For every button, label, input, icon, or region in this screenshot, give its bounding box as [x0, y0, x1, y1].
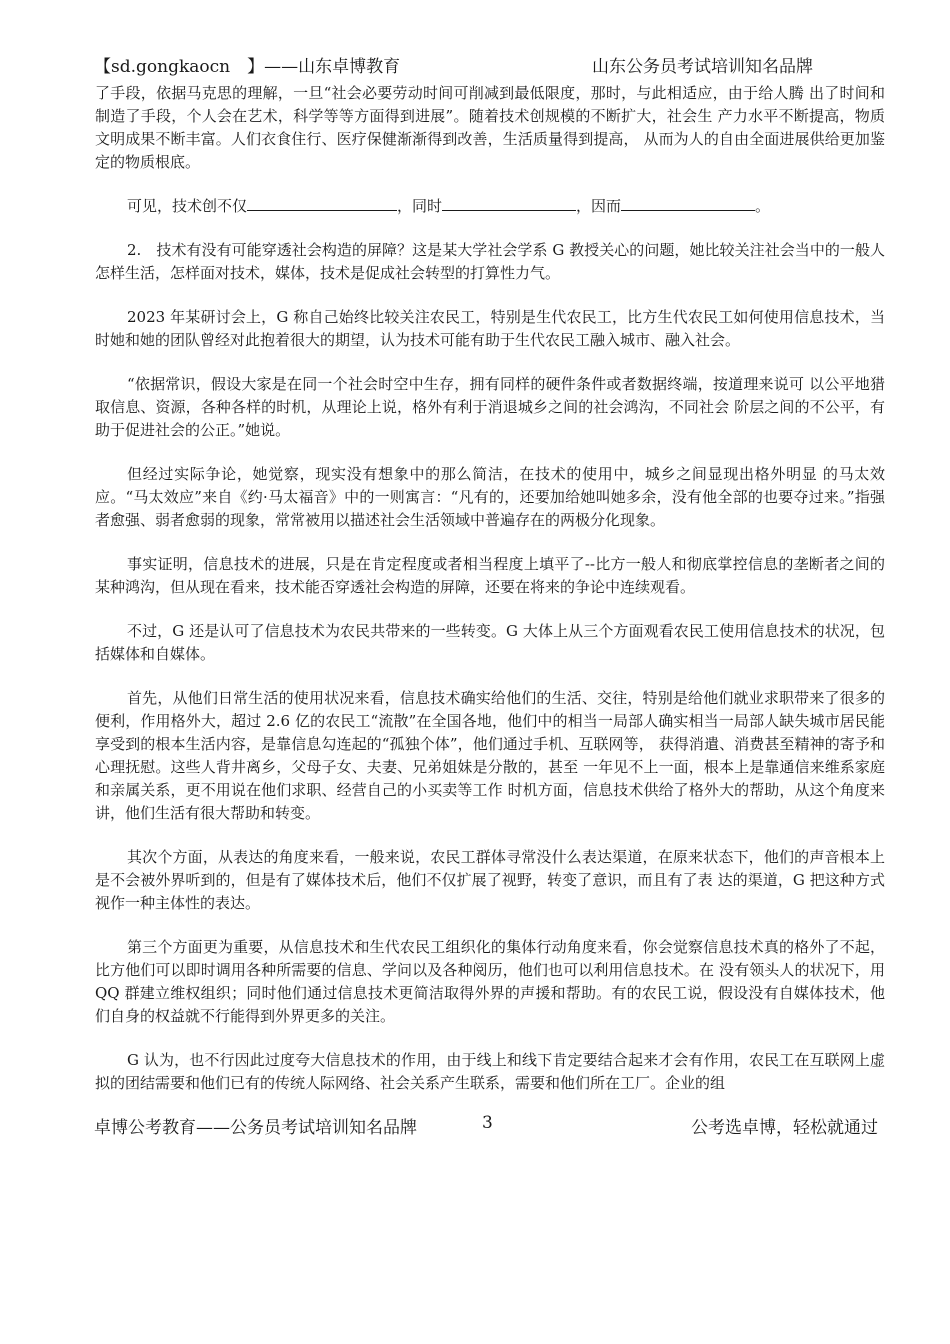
- paragraph-intro-continued: 了手段，依据马克思的理解，一旦“社会必要劳动时间可削减到最低限度，那时，与此相适应，由于给人腾 出了时间和制造了手段，个人会在艺术，科学等等方面得到进展”。随着技术创规模的不断扩大，社会生 产力水平不断提高，物质文明成果不断丰富。人们衣食住行、医疗保健渐渐得到改善，生活质量得到提高， 从而为人的自由全面进展供给更加鉴定的物质根底。: [95, 84, 885, 171]
- paragraph-evidence: 事实证明，信息技术的进展，只是在肯定程度或者相当程度上填平了--比方一般人和彻底掌控信息的垄断者之间的某种鸿沟，但从现在看来，技术能否穿透社会构造的屏障，还要在将来的争论中连续观看。: [95, 555, 885, 596]
- fill-text-c: ，因而: [576, 197, 622, 215]
- fill-text-d: 。: [755, 197, 771, 215]
- paragraph-seminar: 2023 年某研讨会上，G 称自己始终比较关注农民工，特别是生代农民工，比方生代农民工如何使用信息技术，当时她和她的团队曾经对此抱着很大的期望，认为技术可能有助于生代农民工融入城市、融入社会。: [95, 308, 885, 349]
- paragraph-aspect-2: 其次个方面，从表达的角度来看，一般来说，农民工群体寻常没什么表达渠道，在原来状态下，他们的声音根本上是不会被外界听到的，但是有了媒体技术后，他们不仅扩展了视野，转变了意识，而且有了表 达的渠道，G 把这种方式视作一种主体性的表达。: [95, 848, 885, 912]
- page-footer: [94, 1113, 884, 1139]
- answer-blank-1[interactable]: [247, 195, 397, 211]
- answer-blank-2[interactable]: [442, 195, 576, 211]
- document-body: [95, 82, 885, 1116]
- footer-slogan: 公考选卓博，轻松就通过: [691, 1118, 878, 1138]
- fill-text-a: 可见，技术创不仅: [127, 197, 248, 215]
- paragraph-conclusion: G 认为，也不行因此过度夸大信息技术的作用，由于线上和线下肯定要结合起来才会有作用，农民工在互联网上虚拟的团结需要和他们已有的传统人际网络、社会关系产生联系，需要和他们所在工厂。企业的组: [95, 1051, 885, 1092]
- answer-blank-3[interactable]: [621, 195, 755, 211]
- page-header: [94, 52, 874, 78]
- fill-in-blank-sentence: [95, 195, 885, 218]
- header-brand-slogan: 山东公务员考试培训知名品牌: [592, 57, 813, 77]
- paragraph-question-2: 2. 技术有没有可能穿透社会构造的屏障？这是某大学社会学系 G 教授关心的问题，她比较关注社会当中的一般人怎样生活，怎样面对技术，媒体，技术是促成社会转型的打算性力气。: [95, 241, 885, 282]
- page-number: 3: [482, 1113, 493, 1133]
- paragraph-quote-common-sense: “依据常识，假设大家是在同一个社会时空中生存，拥有同样的硬件条件或者数据终端，按道理来说可 以公平地猎取信息、资源，各种各样的时机，从理论上说，格外有利于消退城乡之间的社会鸿沟，不同社会 阶层之间的不公平，有助于促进社会的公正。”她说。: [95, 375, 885, 439]
- paragraph-matthew-effect: 但经过实际争论，她觉察，现实没有想象中的那么简洁，在技术的使用中，城乡之间显现出格外明显 的马太效应。“马太效应”来自《约·马太福音》中的一则寓言：“凡有的，还要加给她叫她多余，没有他全部的也要夺过来。”指强者愈强、弱者愈弱的现象，常常被用以描述社会生活领域中普遍存在的两极分化现象。: [95, 465, 885, 529]
- paragraph-aspect-3: 第三个方面更为重要，从信息技术和生代农民工组织化的集体行动角度来看，你会觉察信息技术真的格外了不起，比方他们可以即时调用各种所需要的信息、学问以及各种阅历，他们也可以利用信息技术。在 没有领头人的状况下，用 QQ 群建立维权组织；同时他们通过信息技术更简洁取得外界的声援和帮助。有的农民工说，假设没有自媒体技术，他们自身的权益就不行能得到外界更多的关注。: [95, 938, 885, 1025]
- paragraph-three-aspects: 不过，G 还是认可了信息技术为农民共带来的一些转变。G 大体上从三个方面观看农民工使用信息技术的状况，包括媒体和自媒体。: [95, 622, 885, 663]
- paragraph-aspect-1: 首先，从他们日常生活的使用状况来看，信息技术确实给他们的生活、交往，特别是给他们就业求职带来了很多的便利，作用格外大，超过 2.6 亿的农民工“流散”在全国各地，他们中的相当一局部人确实相当一局部人缺失城市居民能享受到的根本生活内容，是靠信息勾连起的“孤独个体”，他们通过手机、互联网等， 获得消遣、消费甚至精神的寄予和心理抚慰。这些人背井离乡，父母子女、夫妻、兄弟姐妹是分散的，甚至 一年见不上一面，根本上是靠通信来维系家庭和亲属关系，更不用说在他们求职、经营自己的小买卖等工作 时机方面，信息技术供给了格外大的帮助，从这个角度来讲，他们生活有很大帮助和转变。: [95, 689, 885, 822]
- header-site-label: 【sd.gongkaocn 】——山东卓博教育: [94, 57, 401, 77]
- footer-brand: 卓博公考教育——公务员考试培训知名品牌: [94, 1118, 417, 1138]
- fill-text-b: ，同时: [397, 197, 443, 215]
